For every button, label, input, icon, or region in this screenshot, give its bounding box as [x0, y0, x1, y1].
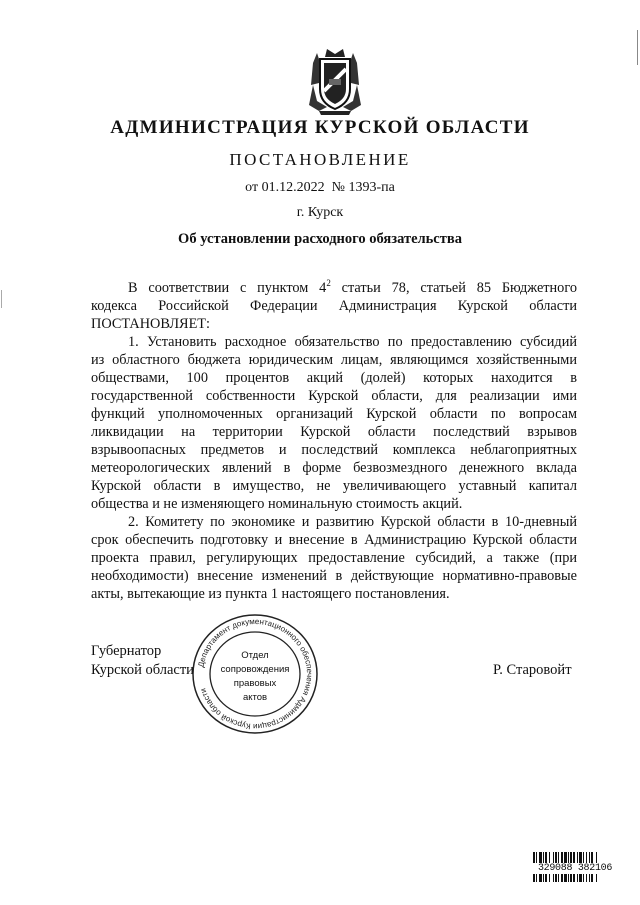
paragraph-1-line: метеорологических явлений в форме безвозмездного денежного вклада — [91, 460, 577, 476]
scan-edge-mark — [637, 30, 638, 65]
stamp-center-line: сопровождения — [220, 664, 290, 675]
signatory-title-line2: Курской области — [91, 662, 194, 678]
stamp-center-line: Отдел — [241, 650, 269, 661]
document-body — [91, 279, 577, 603]
date-number-line — [0, 180, 640, 196]
paragraph-2-line: 2. Комитету по экономике и развитию Курской области в 10-дневный — [128, 514, 577, 530]
barcode-number: 329088 382106 — [531, 863, 619, 874]
signatory-name: Р. Старовойт — [493, 662, 572, 678]
scan-edge-mark — [1, 290, 2, 308]
preamble-line: ПОСТАНОВЛЯЕТ: — [91, 316, 211, 332]
paragraph-2-line: необходимости) внесение изменений в действующие нормативно-правовые — [91, 568, 577, 584]
coat-of-arms-icon — [305, 45, 365, 117]
document-number: № 1393-па — [331, 180, 395, 195]
preamble-line: кодекса Российской Федерации Администрация Курской области — [91, 298, 577, 314]
paragraph-1-line: из областного бюджета юридическим лицам, являющимся хозяйственными — [91, 352, 577, 368]
document-city: г. Курск — [296, 205, 344, 220]
official-stamp — [190, 612, 320, 736]
authority-heading: АДМИНИСТРАЦИЯ КУРСКОЙ ОБЛАСТИ — [110, 117, 530, 138]
paragraph-2-line: срок обеспечить подготовку и внесение в Администрацию Курской области — [91, 532, 577, 548]
paragraph-1-line: функций уполномоченных организаций Курской области по вопросам — [91, 406, 577, 422]
paragraph-1-line: государственной собственности Курской области, для реализации ими — [91, 388, 577, 404]
paragraph-1-line: обществами, 100 процентов акций (долей) которых находится в — [91, 370, 577, 386]
signatory-title-line1: Губернатор — [91, 643, 162, 659]
paragraph-1-line: взрывоопасных предметов и последствий комплекса неблагоприятных — [91, 442, 577, 458]
stamp-center-line: актов — [242, 692, 268, 703]
stamp-center-line: правовых — [233, 678, 277, 689]
paragraph-2-line: акты, вытекающие из пункта 1 настоящего постановления. — [91, 586, 450, 602]
paragraph-1-line: ликвидации на территории Курской области последствий взрывов — [91, 424, 577, 440]
preamble-line: В соответствии с пунктом $4^2$ статьи 78, статьей 85 Бюджетного — [128, 278, 577, 296]
document-date: от 01.12.2022 — [245, 180, 325, 195]
stamp-ring-text: Департамент документационного обеспечения Администрации Курской области — [196, 616, 315, 732]
paragraph-2-line: проекта правил, регулирующих предоставление субсидий, а также (при — [91, 550, 577, 566]
paragraph-1-line: 1. Установить расходное обязательство по предоставлению субсидий — [128, 334, 577, 350]
paragraph-1-line: Курской области в имущество, не увеличивающего уставный капитал — [91, 478, 577, 494]
paragraph-1-line: общества и не изменяющего номинальную стоимость акций. — [91, 496, 463, 512]
document-type: ПОСТАНОВЛЕНИЕ — [229, 150, 411, 169]
document-subject: Об установлении расходного обязательства — [178, 231, 462, 247]
